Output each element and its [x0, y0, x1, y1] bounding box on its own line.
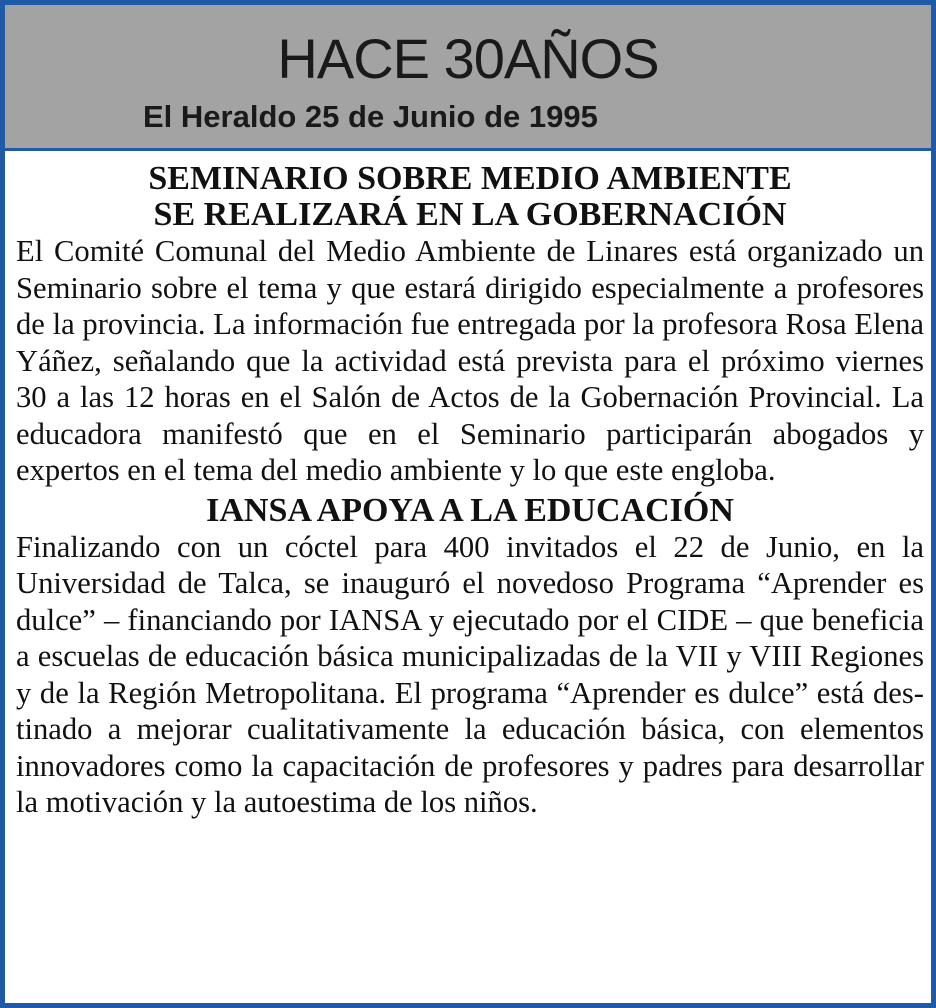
article-iansa [16, 493, 924, 821]
header-banner [5, 5, 931, 151]
article-body: El Comité Comunal del Medio Ambiente de Linares está organizado un Seminario sobre el tema y que estará dirigido especialmente a profesores de la provincia. La información fue entregada por la profesora Rosa Elena Yáñez, señalando que la actividad está prevista para el próximo viernes 30 a las 12 horas en el Salón de Actos de la Gobernación Provincial. La educadora manifestó que en el Seminario participarán abogados y expertos en el tema del medio ambiente y lo que este engloba. [16, 234, 924, 487]
article-seminario [16, 161, 924, 489]
article-headline: IANSA APOYA A LA EDUCACIÓN [206, 491, 734, 529]
section-title: HACE 30AÑOS [277, 27, 659, 90]
source-line: El Heraldo 25 de Junio de 1995 [143, 99, 598, 134]
articles-column [16, 161, 924, 821]
article-headline-line1: SEMINARIO SOBRE MEDIO AMBIENTE [148, 160, 792, 197]
article-headline-line2: SE REALIZARÁ EN LA GOBERNACIÓN [153, 196, 787, 233]
article-body: Finalizando con un cóctel para 400 invitados el 22 de Junio, en la Universidad de Talca, se inauguró el novedoso Programa “Aprender es dulce” – financiando por IANSA y ejecutado por el CIDE – que beneficia a escuelas de educación básica municipalizadas de la VII y VIII Regiones y de la Región Metropolitana. El programa “Aprender es dulce” está destinado a mejorar cualitativamente la educación básica, con elementos innovadores como la capacitación de profesores y padres para desarrollar la motivación y la autoestima de los niños. [16, 529, 924, 819]
